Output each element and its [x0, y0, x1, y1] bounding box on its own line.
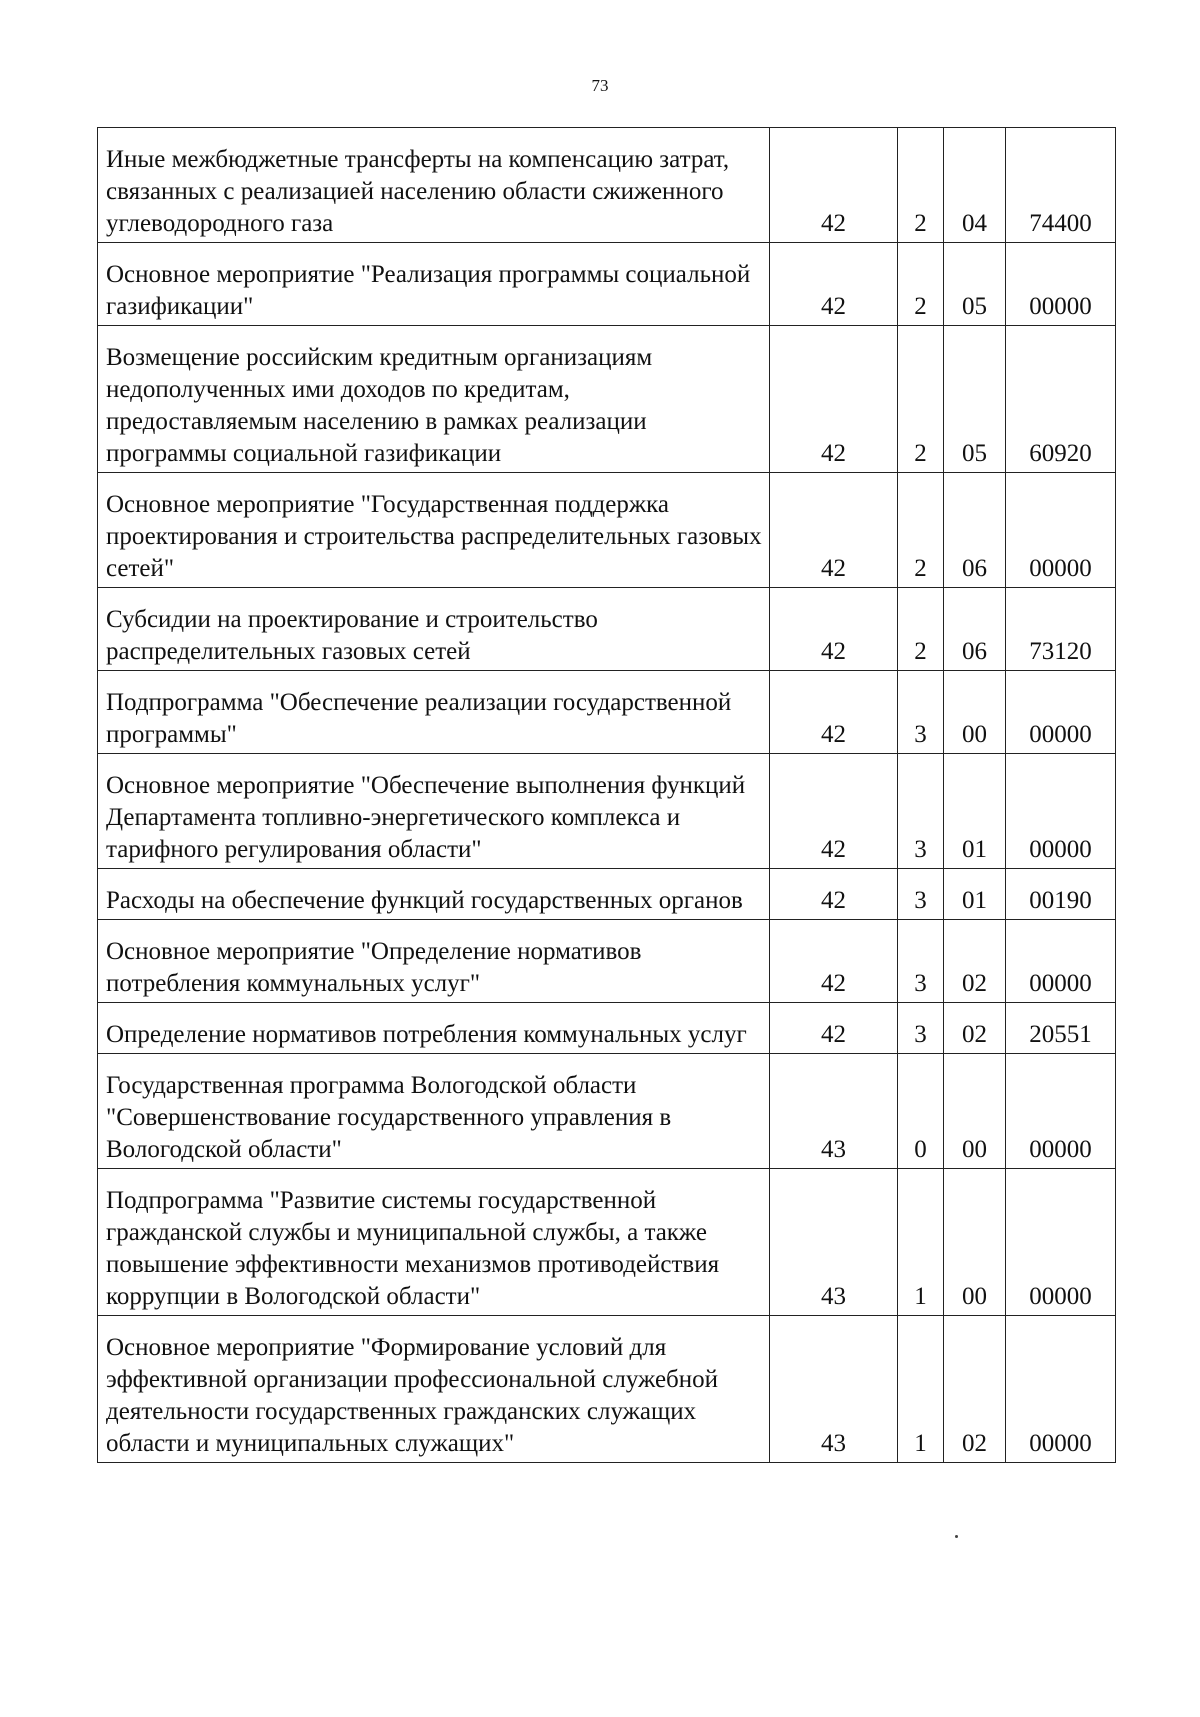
- subprogram-code: 1: [898, 1316, 944, 1463]
- row-description: Основное мероприятие "Реализация программы социальной газификации": [98, 243, 770, 326]
- program-code: 42: [770, 754, 898, 869]
- row-description: Основное мероприятие "Государственная поддержка проектирования и строительства распределительных газовых сетей": [98, 473, 770, 588]
- program-code: 42: [770, 243, 898, 326]
- table-row: [98, 473, 1116, 588]
- program-code: 42: [770, 326, 898, 473]
- subprogram-code: 2: [898, 243, 944, 326]
- table-row: [98, 754, 1116, 869]
- row-description: Иные межбюджетные трансферты на компенсацию затрат, связанных с реализацией населению области сжиженного углеводородного газа: [98, 128, 770, 243]
- expense-direction-code: 20551: [1006, 1003, 1116, 1054]
- expense-direction-code: 00000: [1006, 671, 1116, 754]
- program-code: 42: [770, 128, 898, 243]
- program-code: 43: [770, 1169, 898, 1316]
- row-description: Подпрограмма "Обеспечение реализации государственной программы": [98, 671, 770, 754]
- subprogram-code: 2: [898, 588, 944, 671]
- expense-direction-code: 00000: [1006, 1316, 1116, 1463]
- main-event-code: 05: [944, 243, 1006, 326]
- row-description: Определение нормативов потребления коммунальных услуг: [98, 1003, 770, 1054]
- program-code: 42: [770, 473, 898, 588]
- main-event-code: 05: [944, 326, 1006, 473]
- main-event-code: 02: [944, 1316, 1006, 1463]
- table-row: [98, 128, 1116, 243]
- row-description: Субсидии на проектирование и строительство распределительных газовых сетей: [98, 588, 770, 671]
- table-row: [98, 920, 1116, 1003]
- expense-direction-code: 00000: [1006, 920, 1116, 1003]
- main-event-code: 06: [944, 588, 1006, 671]
- subprogram-code: 0: [898, 1054, 944, 1169]
- row-description: Основное мероприятие "Определение нормативов потребления коммунальных услуг": [98, 920, 770, 1003]
- budget-classification-table: [97, 127, 1116, 1463]
- main-event-code: 02: [944, 1003, 1006, 1054]
- expense-direction-code: 00000: [1006, 243, 1116, 326]
- main-event-code: 04: [944, 128, 1006, 243]
- table-row: [98, 1316, 1116, 1463]
- main-event-code: 00: [944, 1054, 1006, 1169]
- program-code: 42: [770, 1003, 898, 1054]
- subprogram-code: 2: [898, 326, 944, 473]
- subprogram-code: 3: [898, 869, 944, 920]
- scan-speck: [955, 1535, 958, 1538]
- subprogram-code: 3: [898, 920, 944, 1003]
- row-description: Расходы на обеспечение функций государственных органов: [98, 869, 770, 920]
- table-row: [98, 1169, 1116, 1316]
- subprogram-code: 3: [898, 671, 944, 754]
- main-event-code: 06: [944, 473, 1006, 588]
- main-event-code: 00: [944, 671, 1006, 754]
- main-event-code: 01: [944, 754, 1006, 869]
- table-row: [98, 243, 1116, 326]
- program-code: 42: [770, 671, 898, 754]
- table-row: [98, 1003, 1116, 1054]
- expense-direction-code: 00000: [1006, 754, 1116, 869]
- main-event-code: 01: [944, 869, 1006, 920]
- expense-direction-code: 00000: [1006, 1169, 1116, 1316]
- expense-direction-code: 73120: [1006, 588, 1116, 671]
- subprogram-code: 3: [898, 754, 944, 869]
- row-description: Государственная программа Вологодской области "Совершенствование государственного управления в Вологодской области": [98, 1054, 770, 1169]
- program-code: 43: [770, 1054, 898, 1169]
- expense-direction-code: 00000: [1006, 473, 1116, 588]
- subprogram-code: 1: [898, 1169, 944, 1316]
- expense-direction-code: 00000: [1006, 1054, 1116, 1169]
- row-description: Возмещение российским кредитным организациям недополученных ими доходов по кредитам, предоставляемым населению в рамках реализации программы социальной газификации: [98, 326, 770, 473]
- row-description: Основное мероприятие "Обеспечение выполнения функций Департамента топливно-энергетического комплекса и тарифного регулирования области": [98, 754, 770, 869]
- program-code: 42: [770, 869, 898, 920]
- table-body: [98, 128, 1116, 1463]
- subprogram-code: 2: [898, 128, 944, 243]
- program-code: 42: [770, 588, 898, 671]
- table-row: [98, 1054, 1116, 1169]
- subprogram-code: 2: [898, 473, 944, 588]
- page-number: 73: [591, 76, 609, 95]
- main-event-code: 02: [944, 920, 1006, 1003]
- subprogram-code: 3: [898, 1003, 944, 1054]
- program-code: 43: [770, 1316, 898, 1463]
- expense-direction-code: 74400: [1006, 128, 1116, 243]
- row-description: Подпрограмма "Развитие системы государственной гражданской службы и муниципальной службы, а также повышение эффективности механизмов противодействия коррупции в Вологодской области": [98, 1169, 770, 1316]
- expense-direction-code: 60920: [1006, 326, 1116, 473]
- row-description: Основное мероприятие "Формирование условий для эффективной организации профессиональной служебной деятельности государственных гражданских служащих области и муниципальных служащих": [98, 1316, 770, 1463]
- table-row: [98, 588, 1116, 671]
- table-row: [98, 671, 1116, 754]
- expense-direction-code: 00190: [1006, 869, 1116, 920]
- table-row: [98, 869, 1116, 920]
- main-event-code: 00: [944, 1169, 1006, 1316]
- table-row: [98, 326, 1116, 473]
- program-code: 42: [770, 920, 898, 1003]
